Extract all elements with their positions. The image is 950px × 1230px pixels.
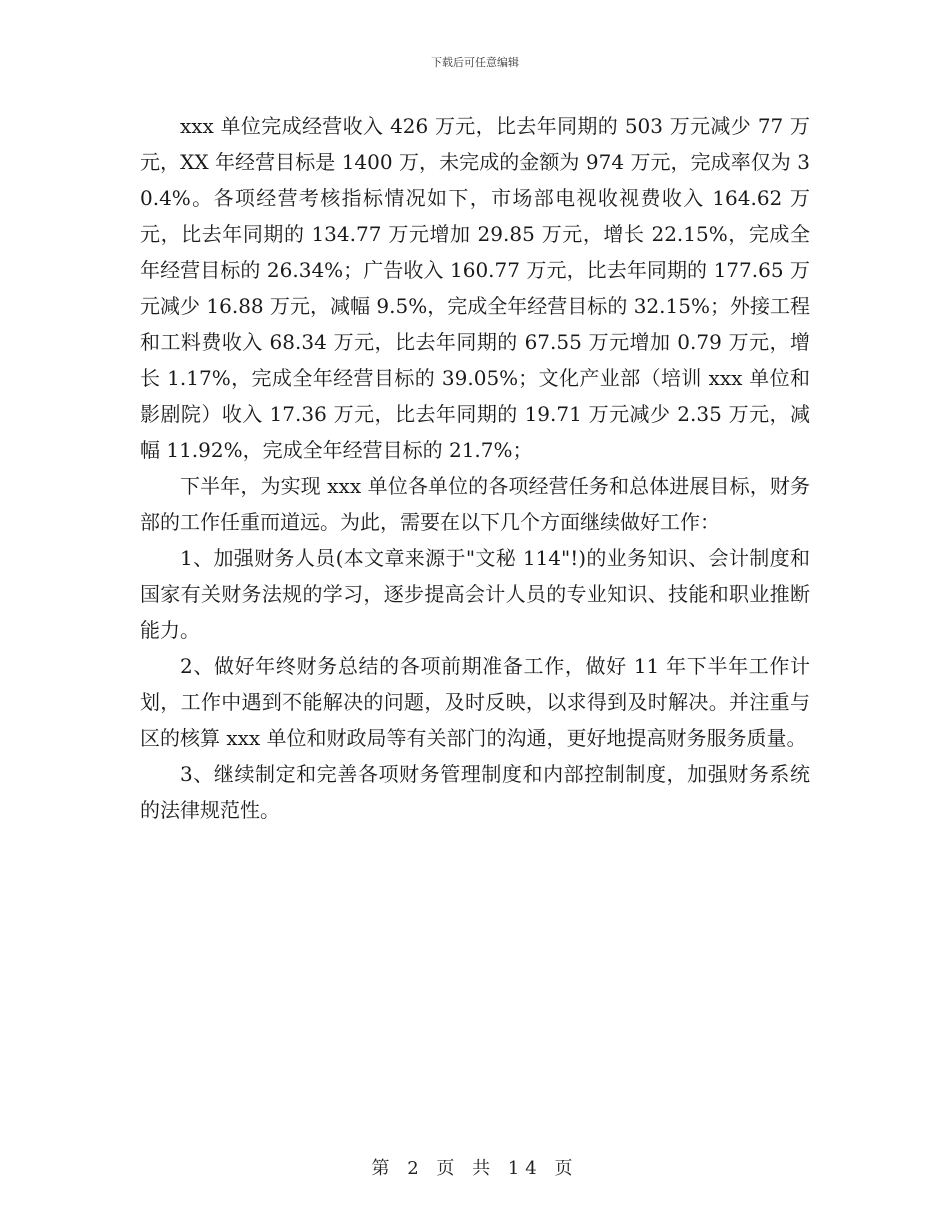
paragraph-item-3: 3、继续制定和完善各项财务管理制度和内部控制制度，加强财务系统的法律规范性。: [140, 762, 810, 822]
page-header-note: 下载后可任意编辑: [431, 56, 519, 69]
paragraph-second-half-intro: 下半年，为实现 xxx 单位各单位的各项经营任务和总体进展目标，财务部的工作任重而道远。为此，需要在以下几个方面继续做好工作：: [140, 474, 810, 534]
paragraph-item-2: 2、做好年终财务总结的各项前期准备工作，做好 11 年下半年工作计划，工作中遇到不能解决的问题，及时反映，以求得到及时解决。并注重与区的核算 xxx 单位和财政局等有关部门的沟通，更好地提高财务服务质量。: [140, 654, 810, 750]
paragraph-item-1: 1、加强财务人员(本文章来源于"文秘 114"!)的业务知识、会计制度和国家有关财务法规的学习，逐步提高会计人员的专业知识、技能和职业推断能力。: [140, 546, 810, 642]
page-number-footer: 第 2 页 共 14 页: [371, 1158, 579, 1179]
document-body: [140, 108, 810, 828]
paragraph-revenue-summary: xxx 单位完成经营收入 426 万元，比去年同期的 503 万元减少 77 万元，XX 年经营目标是 1400 万，未完成的金额为 974 万元，完成率仅为 30.4%。各项经营考核指标情况如下，市场部电视收视费收入 164.62 万元，比去年同期的 134.77 万元增加 29.85 万元，增长 22.15%，完成全年经营目标的 26.34%；广告收入 160.77 万元，比去年同期的 177.65 万元减少 16.88 万元，减幅 9.5%，完成全年经营目标的 32.15%；外接工程和工料费收入 68.34 万元，比去年同期的 67.55 万元增加 0.79 万元，增长 1.17%，完成全年经营目标的 39.05%；文化产业部（培训 xxx 单位和影剧院）收入 17.36 万元，比去年同期的 19.71 万元减少 2.35 万元，减幅 11.92%，完成全年经营目标的 21.7%；: [140, 114, 810, 462]
